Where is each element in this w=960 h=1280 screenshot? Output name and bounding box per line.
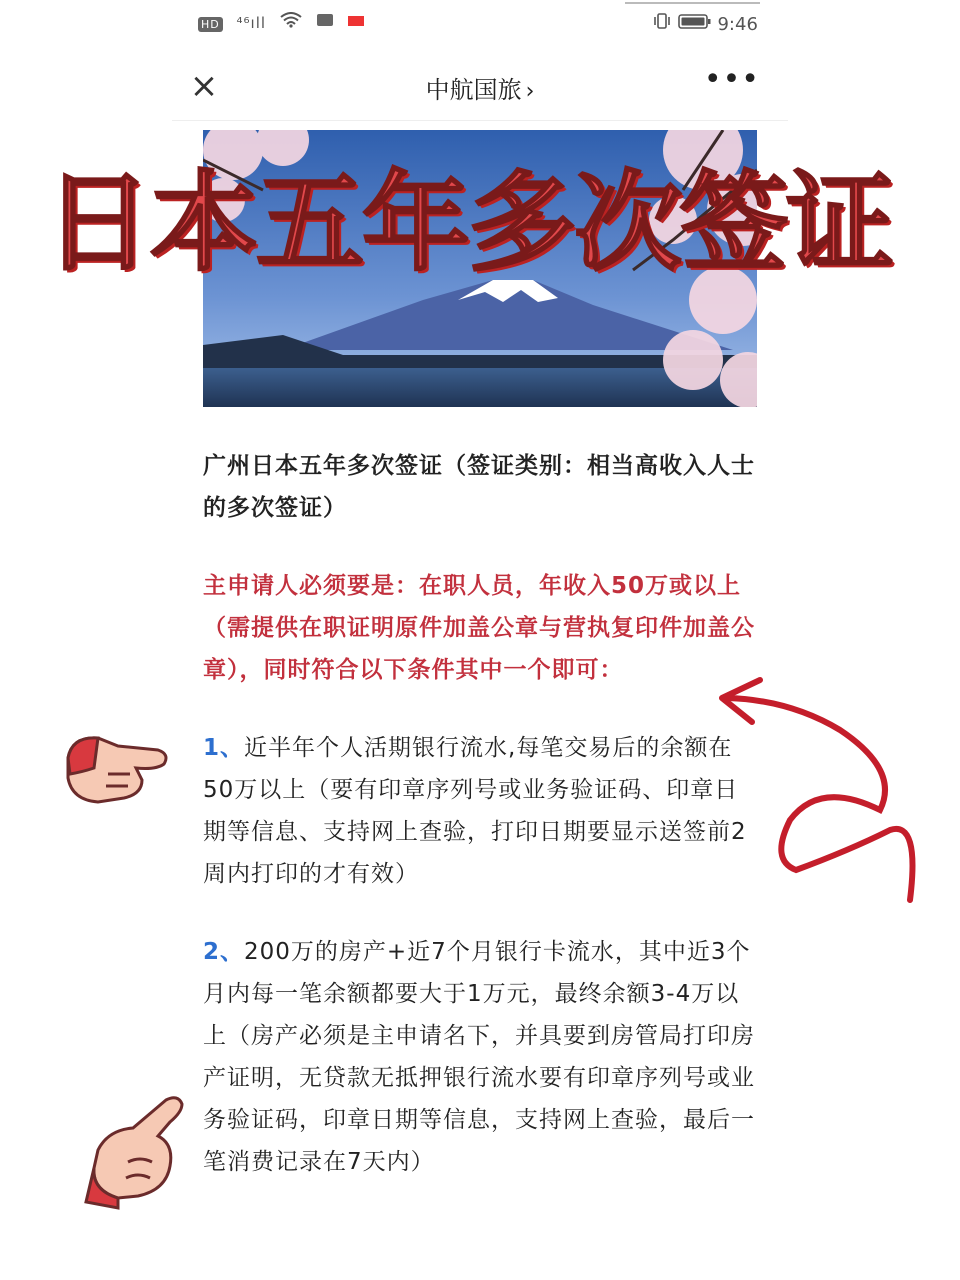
item-number: 2 xyxy=(203,939,221,965)
status-bar-indicator xyxy=(625,2,760,4)
pointing-hand-icon xyxy=(58,728,173,817)
account-title[interactable] xyxy=(172,70,788,105)
banner-overlay-title: 日本五年多次签证 xyxy=(44,161,893,286)
battery-icon xyxy=(678,14,718,35)
item-number: 1 xyxy=(203,735,221,761)
status-bar xyxy=(0,0,960,48)
item-text: 200万的房产+近7个月银行卡流水，其中近3个月内每一笔余额都要大于1万元，最终余额3-4万以上（房产必须是主申请名下，并具要到房管局打印房产证明，无贷款无抵押银行流水要有印章序列号或业务验证码，印章日期等信息，支持网上查验，最后一笔消费记录在7天内） xyxy=(203,939,755,1175)
vibrate-icon xyxy=(652,14,678,35)
account-name: 中航国旅 xyxy=(425,76,522,104)
list-item xyxy=(203,931,759,1183)
status-right xyxy=(652,12,758,35)
item-text: 近半年个人活期银行流水,每笔交易后的余额在50万以上（要有印章序列号或业务验证码、印章日期等信息、支持网上查验，打印日期要显示送签前2周内打印的才有效） xyxy=(203,735,747,887)
more-button[interactable] xyxy=(704,62,760,97)
pointing-hand-icon xyxy=(78,1090,188,1214)
item-separator: 、 xyxy=(220,939,245,965)
requirement-text: 主申请人必须要是：在职人员，年收入50万或以上（需提供在职证明原件加盖公章与营执复印件加盖公章），同时符合以下条件其中一个即可： xyxy=(203,573,755,683)
chevron-right-icon: › xyxy=(525,79,535,104)
list-item xyxy=(203,727,759,895)
hd-badge: HD xyxy=(198,17,223,32)
article-heading: 广州日本五年多次签证（签证类别：相当高收入人士的多次签证） xyxy=(203,453,755,521)
clock: 9:46 xyxy=(717,14,758,35)
more-icon: ••• xyxy=(703,62,760,97)
status-left xyxy=(198,12,373,32)
wifi-icon xyxy=(280,14,308,32)
close-icon: × xyxy=(189,66,219,106)
app-notification-icon xyxy=(347,14,365,32)
item-separator: 、 xyxy=(220,735,245,761)
signal-icon: ⁴⁶ıll xyxy=(236,14,267,32)
article-content xyxy=(203,445,759,1219)
message-icon xyxy=(316,14,340,32)
curved-arrow-icon xyxy=(700,660,930,914)
nav-header xyxy=(172,56,788,121)
